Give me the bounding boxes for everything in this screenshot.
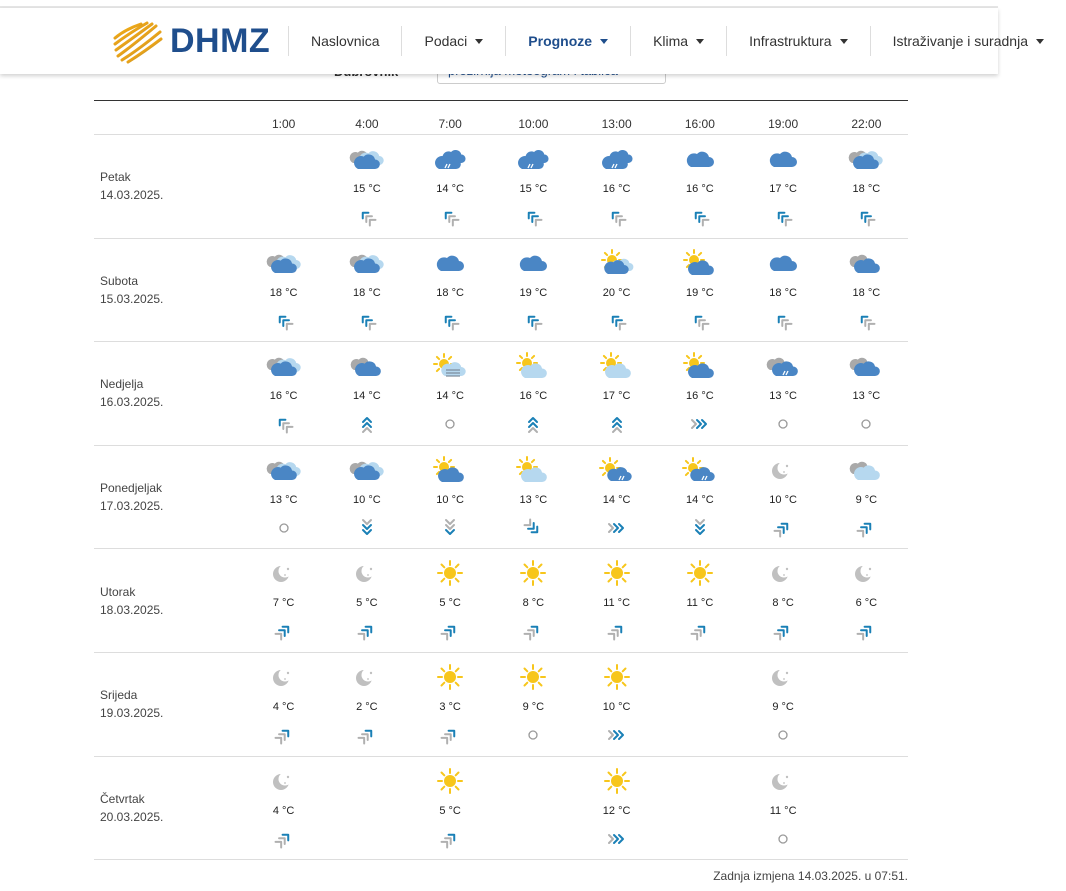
forecast-cell <box>742 549 825 652</box>
temperature: 6 °C <box>855 597 878 610</box>
temperature: 8 °C <box>772 597 794 610</box>
caret-down-icon <box>475 39 483 44</box>
wind-ne-weak-icon <box>273 831 295 847</box>
wind-s-weak-icon <box>439 520 461 536</box>
sun-cloud-dark-icon <box>432 456 468 484</box>
wind-calm-icon <box>439 416 461 432</box>
wind-calm-icon <box>522 727 544 743</box>
nav-item-label: Istraživanje i suradnja <box>892 33 1028 49</box>
wind-e-icon <box>606 831 628 847</box>
temperature: 14 °C <box>602 493 631 506</box>
temperature: 16 °C <box>269 390 298 403</box>
last-change-note: Zadnja izmjena 14.03.2025. u 07:51. <box>713 869 908 883</box>
day-date: 14.03.2025. <box>100 188 164 203</box>
temperature: 10 °C <box>602 700 631 713</box>
temperature: 18 °C <box>269 286 298 299</box>
brand-name: DHMZ <box>170 21 271 60</box>
temperature: 13 °C <box>519 493 548 506</box>
nav-item-infrastruktura[interactable] <box>726 26 869 56</box>
temperature: 7 °C <box>272 597 295 610</box>
day-row <box>94 239 908 343</box>
hour-label: 1:00 <box>271 117 296 131</box>
sun-rain-icon <box>682 456 718 484</box>
hour-label: 4:00 <box>355 117 379 131</box>
caret-down-icon <box>600 39 608 44</box>
day-row <box>94 342 908 446</box>
temperature: 16 °C <box>519 390 548 403</box>
wind-nw-icon <box>439 313 461 329</box>
cloud-icon <box>682 145 718 173</box>
forecast-cell <box>658 135 741 238</box>
forecast-cell <box>825 757 908 860</box>
temperature: 14 °C <box>353 390 381 403</box>
day-date: 19.03.2025. <box>100 706 164 721</box>
cloud-rain-gray-icon <box>765 352 801 380</box>
wind-nw-icon <box>522 313 544 329</box>
wind-nw-icon <box>855 209 877 225</box>
moon-icon <box>349 559 385 587</box>
wind-ne-icon <box>273 623 295 639</box>
wind-nw-icon <box>273 313 295 329</box>
cloud-rain-icon <box>515 145 551 173</box>
moon-icon <box>765 456 801 484</box>
forecast-cell <box>492 653 575 756</box>
forecast-cell <box>658 446 741 549</box>
day-label <box>94 549 242 652</box>
wind-ne-icon <box>772 623 794 639</box>
caret-down-icon <box>696 39 704 44</box>
temperature: 10 °C <box>769 493 797 506</box>
sun-icon <box>515 663 551 691</box>
forecast-cell <box>658 653 741 756</box>
wind-ne-icon <box>855 520 877 536</box>
day-label <box>94 446 242 549</box>
sun-fog-icon <box>432 352 468 380</box>
forecast-cell <box>325 757 408 860</box>
wind-nw-weak-icon <box>273 416 295 432</box>
temperature: 16 °C <box>686 183 714 195</box>
wind-ne-icon <box>772 520 794 536</box>
day-row <box>94 446 908 550</box>
forecast-cell <box>658 549 741 652</box>
wind-nw-weak-icon <box>356 209 378 225</box>
cloud-icon <box>515 249 551 277</box>
forecast-cell <box>575 549 658 652</box>
sun-icon <box>432 559 468 587</box>
wind-ne-icon <box>855 623 877 639</box>
sun-icon <box>599 767 635 795</box>
forecast-cell <box>825 549 908 652</box>
temperature: 20 °C <box>602 286 631 299</box>
forecast-cell <box>825 446 908 549</box>
wind-ne-weak-icon <box>689 623 711 639</box>
forecast-cell <box>658 342 741 445</box>
day-label <box>94 342 242 445</box>
forecast-cell <box>825 135 908 238</box>
wind-nw-icon <box>772 209 794 225</box>
nav-item-klima[interactable] <box>630 26 726 56</box>
moon-icon <box>349 663 385 691</box>
day-date: 18.03.2025. <box>100 602 164 617</box>
moon-icon <box>266 559 302 587</box>
forecast-cell <box>575 342 658 445</box>
temperature: 11 °C <box>769 804 797 817</box>
nav-item-podaci[interactable] <box>401 26 505 56</box>
forecast-rows <box>94 135 908 860</box>
cloud-partly-icon <box>349 249 385 277</box>
wind-calm-icon <box>772 416 794 432</box>
forecast-cell <box>325 239 408 342</box>
hour-label: 16:00 <box>684 117 715 131</box>
forecast-cell <box>492 549 575 652</box>
temperature: 13 °C <box>769 390 797 403</box>
wind-nw-icon <box>522 209 544 225</box>
day-label <box>94 135 242 238</box>
sun-icon <box>432 767 468 795</box>
forecast-cell <box>825 342 908 445</box>
wind-nw-icon <box>356 313 378 329</box>
day-date: 20.03.2025. <box>100 809 164 824</box>
day-row <box>94 757 908 861</box>
temperature: 15 °C <box>519 183 548 195</box>
hour-label: 7:00 <box>438 117 462 131</box>
temperature: 18 °C <box>852 183 881 195</box>
forecast-cell <box>742 757 825 860</box>
temperature: 10 °C <box>436 493 464 506</box>
sun-cloud-dark-icon <box>682 352 718 380</box>
cloud-icon <box>432 249 468 277</box>
wind-ne-icon <box>439 623 461 639</box>
wind-n-icon <box>522 416 544 432</box>
day-name: Nedjelja <box>100 377 144 392</box>
wind-calm-icon <box>772 727 794 743</box>
wind-e-icon <box>606 727 628 743</box>
temperature: 5 °C <box>439 597 461 610</box>
nav-item-label: Klima <box>653 33 689 49</box>
wind-ne-icon <box>356 623 378 639</box>
day-name: Četvrtak <box>100 791 145 806</box>
day-name: Subota <box>100 273 139 288</box>
forecast-cell <box>242 239 325 342</box>
forecast-cell <box>825 653 908 756</box>
temperature: 18 °C <box>852 286 881 299</box>
navbar <box>0 8 1028 74</box>
forecast-cell <box>325 342 408 445</box>
wind-ne-weak-icon <box>439 727 461 743</box>
forecast-cell <box>742 653 825 756</box>
forecast-cell <box>658 239 741 342</box>
dhmz-logo-icon <box>112 18 164 64</box>
nav-item-label: Naslovnica <box>311 33 380 49</box>
temperature: 15 °C <box>353 183 381 195</box>
forecast-cell <box>575 446 658 549</box>
nav-item-label: Podaci <box>424 33 468 49</box>
forecast-cell <box>575 135 658 238</box>
wind-n-icon <box>356 416 378 432</box>
moon-icon <box>266 663 302 691</box>
temperature: 4 °C <box>272 700 295 713</box>
forecast-cell <box>242 446 325 549</box>
nav-item-naslovnica[interactable] <box>288 26 401 56</box>
forecast-cell <box>492 342 575 445</box>
forecast-cell <box>242 549 325 652</box>
temperature: 16 °C <box>602 183 631 195</box>
forecast-cell <box>242 653 325 756</box>
day-row <box>94 653 908 757</box>
forecast-cell <box>575 757 658 860</box>
forecast-cell <box>492 239 575 342</box>
day-date: 17.03.2025. <box>100 499 164 514</box>
cloud-gray-icon <box>349 352 385 380</box>
forecast-cell <box>742 135 825 238</box>
forecast-cell <box>325 653 408 756</box>
forecast-table <box>94 100 908 860</box>
temperature: 17 °C <box>602 390 631 403</box>
sun-cloud-dark-icon <box>682 249 718 277</box>
cloud-rain-icon <box>432 145 468 173</box>
wind-s-icon <box>356 520 378 536</box>
wind-ne-weak-icon <box>439 831 461 847</box>
temperature: 9 °C <box>855 493 878 506</box>
nav-item-label: Infrastruktura <box>749 33 832 49</box>
wind-nw-icon <box>689 209 711 225</box>
moon-icon <box>765 559 801 587</box>
day-date: 16.03.2025. <box>100 395 164 410</box>
day-label <box>94 653 242 756</box>
forecast-cell <box>325 446 408 549</box>
temperature: 9 °C <box>772 700 794 713</box>
moon-icon <box>765 663 801 691</box>
wind-ne-weak-icon <box>356 727 378 743</box>
wind-nw-weak-icon <box>439 209 461 225</box>
cloud-partly-icon <box>349 456 385 484</box>
sun-icon <box>682 559 718 587</box>
temperature: 16 °C <box>686 390 714 403</box>
wind-nw-weak-icon <box>772 313 794 329</box>
day-name: Ponedjeljak <box>100 481 163 496</box>
forecast-cell <box>742 342 825 445</box>
temperature: 14 °C <box>686 493 714 506</box>
day-name: Utorak <box>100 584 136 599</box>
sun-cloud-icon <box>599 249 635 277</box>
temperature: 19 °C <box>686 286 714 299</box>
forecast-cell <box>742 239 825 342</box>
wind-calm-icon <box>772 831 794 847</box>
cloud-light-gray-icon <box>848 456 884 484</box>
sun-rain-icon <box>599 456 635 484</box>
temperature: 11 °C <box>686 597 714 610</box>
temperature: 19 °C <box>519 286 548 299</box>
temperature: 18 °C <box>769 286 797 299</box>
forecast-cell <box>409 342 492 445</box>
forecast-cell <box>409 446 492 549</box>
temperature: 18 °C <box>353 286 381 299</box>
temperature: 14 °C <box>436 390 464 403</box>
moon-icon <box>266 767 302 795</box>
main-nav <box>288 8 1066 74</box>
wind-nw-weak-icon <box>855 313 877 329</box>
sun-cloud-light-icon <box>515 352 551 380</box>
wind-calm-icon <box>273 520 295 536</box>
forecast-cell <box>409 549 492 652</box>
wind-se-icon <box>522 520 544 536</box>
temperature: 11 °C <box>603 597 631 610</box>
hour-label: 22:00 <box>851 117 882 131</box>
nav-item-istraživanje[interactable] <box>870 26 1066 56</box>
day-name: Petak <box>100 170 131 185</box>
temperature: 17 °C <box>769 183 797 195</box>
logo[interactable] <box>112 18 270 64</box>
nav-item-prognoze[interactable] <box>505 26 630 56</box>
cloud-partly-icon <box>266 456 302 484</box>
cloud-gray-icon <box>848 249 884 277</box>
wind-ne-weak-icon <box>606 623 628 639</box>
cloud-gray-icon <box>848 352 884 380</box>
temperature: 5 °C <box>439 804 461 817</box>
hour-label: 19:00 <box>768 117 799 131</box>
forecast-cell <box>492 135 575 238</box>
moon-icon <box>765 767 801 795</box>
wind-e-icon <box>689 416 711 432</box>
sun-cloud-light-icon <box>599 352 635 380</box>
temperature: 10 °C <box>353 493 381 506</box>
forecast-cell <box>492 757 575 860</box>
forecast-cell <box>575 653 658 756</box>
sun-cloud-light-icon <box>515 456 551 484</box>
temperature: 3 °C <box>439 700 461 713</box>
sun-icon <box>515 559 551 587</box>
cloud-icon <box>765 249 801 277</box>
forecast-cell <box>242 757 325 860</box>
day-name: Srijeda <box>100 688 138 703</box>
day-row <box>94 135 908 239</box>
cloud-rain-icon <box>599 145 635 173</box>
temperature: 14 °C <box>436 183 464 195</box>
forecast-cell <box>325 135 408 238</box>
day-label <box>94 239 242 342</box>
wind-n-icon <box>606 416 628 432</box>
day-label <box>94 757 242 860</box>
forecast-cell <box>242 135 325 238</box>
wind-nw-icon <box>606 313 628 329</box>
nav-item-label: Prognoze <box>528 33 593 49</box>
forecast-cell <box>242 342 325 445</box>
forecast-cell <box>575 239 658 342</box>
forecast-cell <box>658 757 741 860</box>
moon-icon <box>848 559 884 587</box>
temperature: 5 °C <box>356 597 378 610</box>
hours-header <box>94 101 908 135</box>
wind-calm-icon <box>855 416 877 432</box>
cloud-partly-icon <box>349 145 385 173</box>
forecast-cell <box>409 757 492 860</box>
temperature: 12 °C <box>602 804 631 817</box>
cloud-partly-icon <box>266 249 302 277</box>
day-date: 15.03.2025. <box>100 291 164 306</box>
sun-icon <box>599 559 635 587</box>
temperature: 13 °C <box>852 390 881 403</box>
forecast-cell <box>742 446 825 549</box>
forecast-cell <box>409 135 492 238</box>
hour-label: 10:00 <box>518 117 549 131</box>
temperature: 4 °C <box>272 804 295 817</box>
cloud-partly-icon <box>266 352 302 380</box>
temperature: 18 °C <box>436 286 464 299</box>
wind-nw-weak-icon <box>689 313 711 329</box>
forecast-cell <box>325 549 408 652</box>
temperature: 2 °C <box>356 700 378 713</box>
forecast-cell <box>409 653 492 756</box>
sun-icon <box>599 663 635 691</box>
cloud-partly-icon <box>848 145 884 173</box>
sun-icon <box>432 663 468 691</box>
temperature: 9 °C <box>522 700 545 713</box>
temperature: 13 °C <box>269 493 298 506</box>
wind-e-icon <box>606 520 628 536</box>
caret-down-icon <box>1036 39 1044 44</box>
wind-ne-weak-icon <box>273 727 295 743</box>
cloud-icon <box>765 145 801 173</box>
forecast-cell <box>409 239 492 342</box>
wind-s-icon <box>689 520 711 536</box>
hour-label: 13:00 <box>601 117 632 131</box>
forecast-cell <box>825 239 908 342</box>
caret-down-icon <box>840 39 848 44</box>
forecast-cell <box>492 446 575 549</box>
day-row <box>94 549 908 653</box>
temperature: 8 °C <box>522 597 545 610</box>
wind-nw-weak-icon <box>606 209 628 225</box>
wind-ne-weak-icon <box>522 623 544 639</box>
